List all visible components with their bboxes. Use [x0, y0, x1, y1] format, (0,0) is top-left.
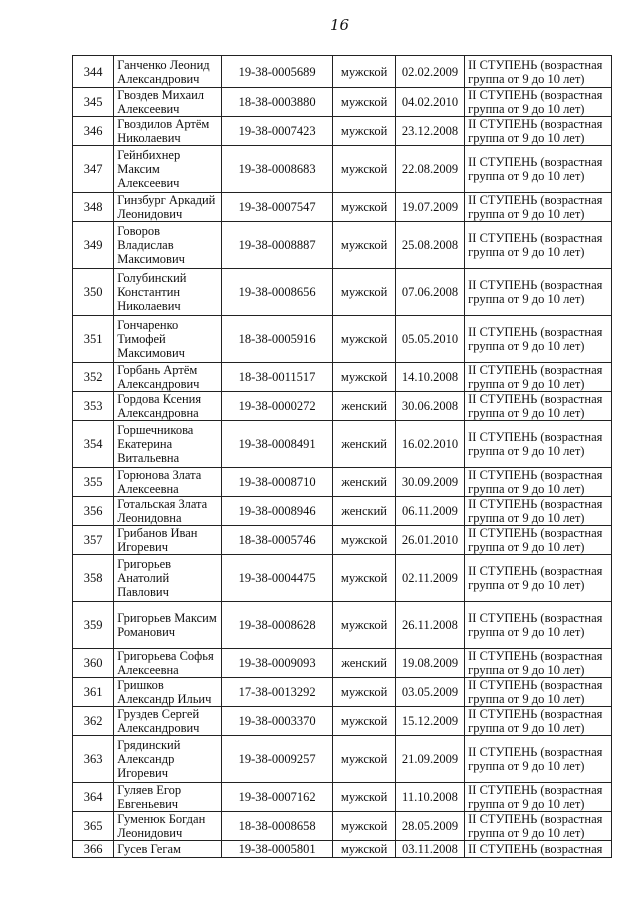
birth-date-cell: 15.12.2009 [395, 707, 464, 736]
full-name-cell: Голубинский Константин Николаевич [114, 269, 222, 316]
row-number-cell: 363 [73, 736, 114, 783]
gender-cell: женский [333, 497, 395, 526]
birth-date-cell: 28.05.2009 [395, 812, 464, 841]
row-number-cell: 355 [73, 468, 114, 497]
table-row [73, 421, 612, 468]
birth-date-cell: 03.11.2008 [395, 841, 464, 858]
full-name-cell: Грибанов Иван Игоревич [114, 526, 222, 555]
table-row [73, 649, 612, 678]
stage-cell: II СТУПЕНЬ (возрастная группа от 9 до 10 лет) [465, 526, 612, 555]
uin-code-cell: 19-38-0009257 [221, 736, 333, 783]
gender-cell: мужской [333, 602, 395, 649]
full-name-cell: Говоров Владислав Максимович [114, 222, 222, 269]
uin-code-cell: 19-38-0009093 [221, 649, 333, 678]
full-name-cell: Гончаренко Тимофей Максимович [114, 316, 222, 363]
gender-cell: женский [333, 649, 395, 678]
gender-cell: мужской [333, 146, 395, 193]
full-name-cell: Гвоздев Михаил Алексеевич [114, 88, 222, 117]
birth-date-cell: 11.10.2008 [395, 783, 464, 812]
stage-cell: II СТУПЕНЬ (возрастная группа от 9 до 10 лет) [465, 146, 612, 193]
stage-cell: II СТУПЕНЬ (возрастная группа от 9 до 10 лет) [465, 88, 612, 117]
table-row [73, 555, 612, 602]
birth-date-cell: 03.05.2009 [395, 678, 464, 707]
full-name-cell: Григорьев Анатолий Павлович [114, 555, 222, 602]
gender-cell: женский [333, 421, 395, 468]
table-row [73, 707, 612, 736]
birth-date-cell: 23.12.2008 [395, 117, 464, 146]
full-name-cell: Ганченко Леонид Александрович [114, 56, 222, 88]
uin-code-cell: 18-38-0011517 [221, 363, 333, 392]
row-number-cell: 357 [73, 526, 114, 555]
table-row [73, 497, 612, 526]
stage-cell: II СТУПЕНЬ (возрастная группа от 9 до 10 лет) [465, 783, 612, 812]
row-number-cell: 345 [73, 88, 114, 117]
full-name-cell: Гвоздилов Артём Николаевич [114, 117, 222, 146]
uin-code-cell: 17-38-0013292 [221, 678, 333, 707]
gender-cell: мужской [333, 193, 395, 222]
row-number-cell: 361 [73, 678, 114, 707]
birth-date-cell: 22.08.2009 [395, 146, 464, 193]
stage-cell: II СТУПЕНЬ (возрастная группа от 9 до 10 лет) [465, 56, 612, 88]
uin-code-cell: 19-38-0005689 [221, 56, 333, 88]
stage-cell: II СТУПЕНЬ (возрастная [465, 841, 612, 858]
table-row [73, 736, 612, 783]
table-row [73, 526, 612, 555]
gender-cell: женский [333, 468, 395, 497]
gender-cell: мужской [333, 56, 395, 88]
gender-cell: мужской [333, 117, 395, 146]
full-name-cell: Гуменюк Богдан Леонидович [114, 812, 222, 841]
full-name-cell: Григорьев Максим Романович [114, 602, 222, 649]
uin-code-cell: 18-38-0005916 [221, 316, 333, 363]
table-row [73, 269, 612, 316]
full-name-cell: Горшечникова Екатерина Витальевна [114, 421, 222, 468]
row-number-cell: 344 [73, 56, 114, 88]
table-row [73, 812, 612, 841]
stage-cell: II СТУПЕНЬ (возрастная группа от 9 до 10 лет) [465, 555, 612, 602]
row-number-cell: 352 [73, 363, 114, 392]
gender-cell: мужской [333, 678, 395, 707]
table-row [73, 678, 612, 707]
row-number-cell: 349 [73, 222, 114, 269]
table-body [73, 56, 612, 858]
full-name-cell: Григорьева Софья Алексеевна [114, 649, 222, 678]
uin-code-cell: 19-38-0008628 [221, 602, 333, 649]
uin-code-cell: 18-38-0005746 [221, 526, 333, 555]
birth-date-cell: 06.11.2009 [395, 497, 464, 526]
full-name-cell: Гуляев Егор Евгеньевич [114, 783, 222, 812]
table-row [73, 316, 612, 363]
birth-date-cell: 19.08.2009 [395, 649, 464, 678]
birth-date-cell: 19.07.2009 [395, 193, 464, 222]
uin-code-cell: 18-38-0003880 [221, 88, 333, 117]
stage-cell: II СТУПЕНЬ (возрастная группа от 9 до 10 лет) [465, 421, 612, 468]
gender-cell: мужской [333, 88, 395, 117]
birth-date-cell: 21.09.2009 [395, 736, 464, 783]
full-name-cell: Гришков Александр Ильич [114, 678, 222, 707]
stage-cell: II СТУПЕНЬ (возрастная группа от 9 до 10 лет) [465, 222, 612, 269]
uin-code-cell: 19-38-0008887 [221, 222, 333, 269]
uin-code-cell: 19-38-0007162 [221, 783, 333, 812]
uin-code-cell: 19-38-0008946 [221, 497, 333, 526]
stage-cell: II СТУПЕНЬ (возрастная группа от 9 до 10 лет) [465, 678, 612, 707]
birth-date-cell: 05.05.2010 [395, 316, 464, 363]
row-number-cell: 365 [73, 812, 114, 841]
gender-cell: мужской [333, 269, 395, 316]
row-number-cell: 360 [73, 649, 114, 678]
gender-cell: мужской [333, 812, 395, 841]
stage-cell: II СТУПЕНЬ (возрастная группа от 9 до 10 лет) [465, 392, 612, 421]
gender-cell: мужской [333, 555, 395, 602]
table-row [73, 392, 612, 421]
uin-code-cell: 19-38-0003370 [221, 707, 333, 736]
stage-cell: II СТУПЕНЬ (возрастная группа от 9 до 10 лет) [465, 269, 612, 316]
stage-cell: II СТУПЕНЬ (возрастная группа от 9 до 10 лет) [465, 812, 612, 841]
full-name-cell: Горбань Артём Александрович [114, 363, 222, 392]
table-row [73, 88, 612, 117]
uin-code-cell: 19-38-0008683 [221, 146, 333, 193]
stage-cell: II СТУПЕНЬ (возрастная группа от 9 до 10 лет) [465, 117, 612, 146]
birth-date-cell: 07.06.2008 [395, 269, 464, 316]
row-number-cell: 358 [73, 555, 114, 602]
gender-cell: мужской [333, 736, 395, 783]
gender-cell: мужской [333, 783, 395, 812]
stage-cell: II СТУПЕНЬ (возрастная группа от 9 до 10 лет) [465, 316, 612, 363]
gender-cell: мужской [333, 526, 395, 555]
table-row [73, 841, 612, 858]
stage-cell: II СТУПЕНЬ (возрастная группа от 9 до 10 лет) [465, 363, 612, 392]
full-name-cell: Гинзбург Аркадий Леонидович [114, 193, 222, 222]
stage-cell: II СТУПЕНЬ (возрастная группа от 9 до 10 лет) [465, 707, 612, 736]
full-name-cell: Готальская Злата Леонидовна [114, 497, 222, 526]
table-row [73, 146, 612, 193]
row-number-cell: 362 [73, 707, 114, 736]
birth-date-cell: 30.06.2008 [395, 392, 464, 421]
row-number-cell: 354 [73, 421, 114, 468]
table-row [73, 56, 612, 88]
uin-code-cell: 19-38-0008491 [221, 421, 333, 468]
full-name-cell: Гусев Гегам [114, 841, 222, 858]
table-row [73, 602, 612, 649]
birth-date-cell: 04.02.2010 [395, 88, 464, 117]
participants-table [72, 55, 612, 858]
row-number-cell: 359 [73, 602, 114, 649]
uin-code-cell: 19-38-0004475 [221, 555, 333, 602]
uin-code-cell: 19-38-0007547 [221, 193, 333, 222]
birth-date-cell: 26.11.2008 [395, 602, 464, 649]
row-number-cell: 348 [73, 193, 114, 222]
row-number-cell: 356 [73, 497, 114, 526]
gender-cell: мужской [333, 363, 395, 392]
uin-code-cell: 18-38-0008658 [221, 812, 333, 841]
full-name-cell: Груздев Сергей Александрович [114, 707, 222, 736]
birth-date-cell: 30.09.2009 [395, 468, 464, 497]
gender-cell: мужской [333, 707, 395, 736]
stage-cell: II СТУПЕНЬ (возрастная группа от 9 до 10 лет) [465, 736, 612, 783]
uin-code-cell: 19-38-0000272 [221, 392, 333, 421]
stage-cell: II СТУПЕНЬ (возрастная группа от 9 до 10 лет) [465, 497, 612, 526]
page-number: 16 [330, 16, 350, 34]
gender-cell: мужской [333, 841, 395, 858]
birth-date-cell: 02.02.2009 [395, 56, 464, 88]
uin-code-cell: 19-38-0008710 [221, 468, 333, 497]
table-row [73, 783, 612, 812]
uin-code-cell: 19-38-0007423 [221, 117, 333, 146]
full-name-cell: Горюнова Злата Алексеевна [114, 468, 222, 497]
row-number-cell: 366 [73, 841, 114, 858]
birth-date-cell: 14.10.2008 [395, 363, 464, 392]
stage-cell: II СТУПЕНЬ (возрастная группа от 9 до 10 лет) [465, 468, 612, 497]
gender-cell: женский [333, 392, 395, 421]
row-number-cell: 350 [73, 269, 114, 316]
stage-cell: II СТУПЕНЬ (возрастная группа от 9 до 10 лет) [465, 649, 612, 678]
row-number-cell: 351 [73, 316, 114, 363]
table-row [73, 193, 612, 222]
birth-date-cell: 25.08.2008 [395, 222, 464, 269]
row-number-cell: 364 [73, 783, 114, 812]
birth-date-cell: 16.02.2010 [395, 421, 464, 468]
gender-cell: мужской [333, 222, 395, 269]
table-row [73, 468, 612, 497]
uin-code-cell: 19-38-0005801 [221, 841, 333, 858]
stage-cell: II СТУПЕНЬ (возрастная группа от 9 до 10 лет) [465, 193, 612, 222]
uin-code-cell: 19-38-0008656 [221, 269, 333, 316]
row-number-cell: 346 [73, 117, 114, 146]
birth-date-cell: 02.11.2009 [395, 555, 464, 602]
gender-cell: мужской [333, 316, 395, 363]
table-row [73, 222, 612, 269]
full-name-cell: Гордова Ксения Александровна [114, 392, 222, 421]
stage-cell: II СТУПЕНЬ (возрастная группа от 9 до 10 лет) [465, 602, 612, 649]
row-number-cell: 353 [73, 392, 114, 421]
birth-date-cell: 26.01.2010 [395, 526, 464, 555]
table-row [73, 117, 612, 146]
row-number-cell: 347 [73, 146, 114, 193]
table-row [73, 363, 612, 392]
full-name-cell: Гейнбихнер Максим Алексеевич [114, 146, 222, 193]
full-name-cell: Грядинский Александр Игоревич [114, 736, 222, 783]
